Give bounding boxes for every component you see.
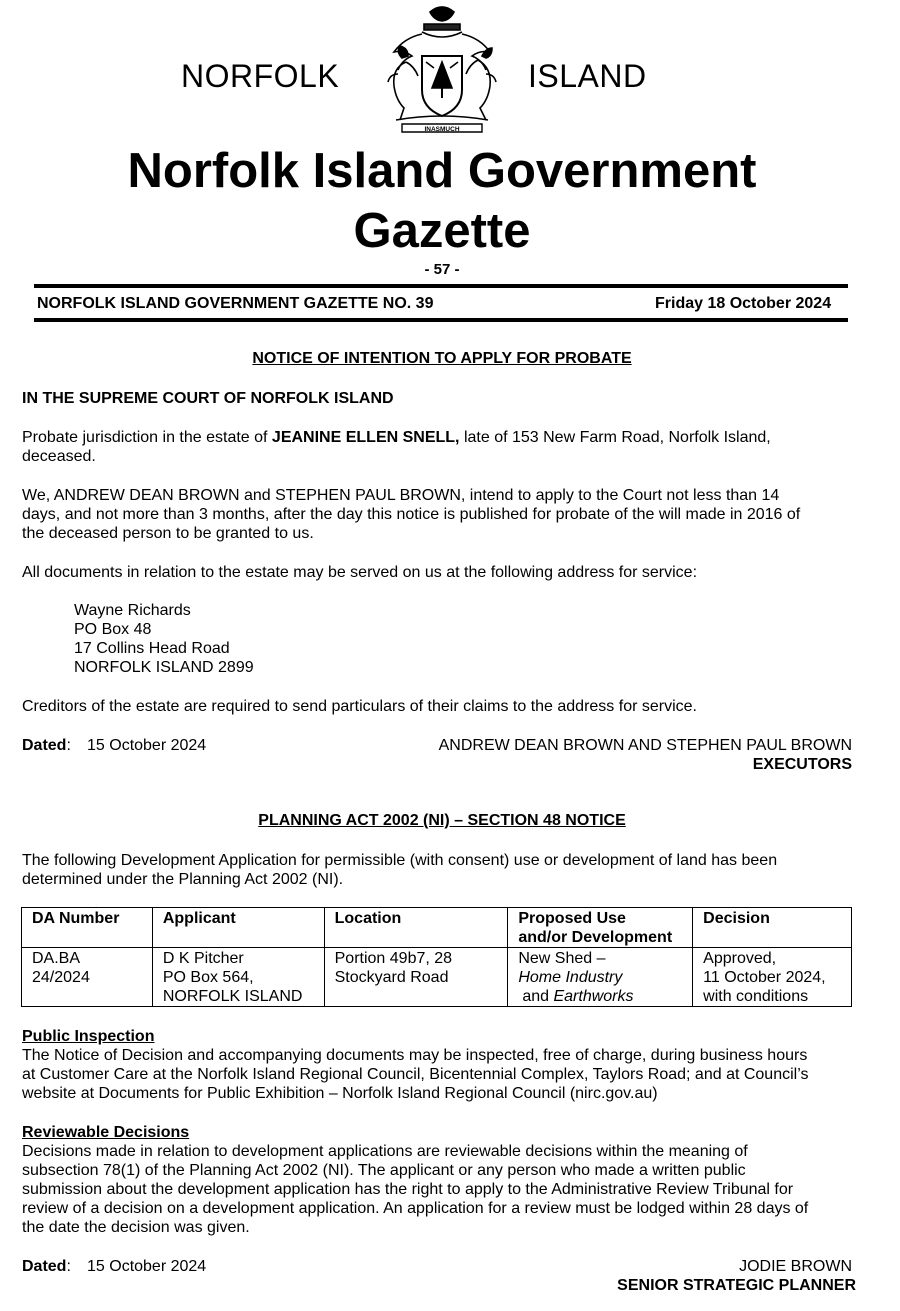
cell-proposed-use bbox=[508, 948, 693, 1007]
planning-dated-value: 15 October 2024 bbox=[87, 1258, 207, 1275]
dated-label: Dated bbox=[22, 737, 67, 754]
gazette-date: Friday 18 October 2024 bbox=[655, 295, 832, 312]
address-line: Wayne Richards bbox=[74, 602, 191, 619]
probate-para2-line2: days, and not more than 3 months, after the day this notice is published for probate of the will made in 2016 of bbox=[22, 506, 801, 523]
cell-location bbox=[324, 948, 508, 1007]
cell-line: DA.BA bbox=[32, 950, 81, 967]
planning-intro-line1: The following Development Application for permissible (with consent) use or development of land has been bbox=[22, 852, 778, 869]
reviewable-line: submission about the development application has the right to apply to the Administrative Review Tribunal for bbox=[22, 1181, 794, 1198]
crest-motto: INASMUCH bbox=[424, 126, 460, 133]
public-inspection-line: at Customer Care at the Norfolk Island Regional Council, Bicentennial Complex, Taylors Road; and at Council’s bbox=[22, 1066, 809, 1083]
cell-line: PO Box 564, bbox=[162, 969, 254, 986]
public-inspection-line: website at Documents for Public Exhibition – Norfolk Island Regional Council (nirc.gov.au) bbox=[22, 1085, 658, 1102]
dated-colon: : bbox=[66, 1258, 71, 1275]
development-application-table bbox=[21, 907, 852, 1007]
probate-heading: NOTICE OF INTENTION TO APPLY FOR PROBATE bbox=[252, 350, 632, 367]
probate-dated-value: 15 October 2024 bbox=[87, 737, 207, 754]
probate-para3: All documents in relation to the estate may be served on us at the following address for service: bbox=[22, 564, 698, 581]
dated-colon: : bbox=[66, 737, 71, 754]
cell-line: Approved, bbox=[703, 950, 777, 967]
cell-line: Portion 49b7, 28 bbox=[334, 950, 453, 967]
header-proposed-use-l1: Proposed Use bbox=[518, 910, 626, 927]
header-decision: Decision bbox=[693, 908, 852, 948]
gazette-title-line1: Norfolk Island Government bbox=[127, 144, 757, 198]
cell-decision bbox=[693, 948, 852, 1007]
probate-para1-post: late of 153 New Farm Road, Norfolk Island, bbox=[459, 429, 771, 446]
address-line: 17 Collins Head Road bbox=[74, 640, 230, 657]
cell-line: D K Pitcher bbox=[162, 950, 244, 967]
gazette-title-line2: Gazette bbox=[353, 204, 531, 258]
header-proposed-use-l2: and/or Development bbox=[518, 929, 673, 946]
probate-para1-line1 bbox=[22, 428, 771, 447]
table-header-row bbox=[22, 908, 852, 948]
cell-line: Stockyard Road bbox=[334, 969, 449, 986]
cell-line: with conditions bbox=[703, 988, 809, 1005]
planning-heading: PLANNING ACT 2002 (NI) – SECTION 48 NOTICE bbox=[258, 812, 626, 829]
cell-line bbox=[518, 987, 682, 1006]
table-row bbox=[22, 948, 852, 1007]
header-da-number: DA Number bbox=[22, 908, 153, 948]
probate-para2-line1: We, ANDREW DEAN BROWN and STEPHEN PAUL BROWN, intend to apply to the Court not less than 14 bbox=[22, 487, 780, 504]
court-heading: IN THE SUPREME COURT OF NORFOLK ISLAND bbox=[22, 390, 394, 407]
probate-para1-pre: Probate jurisdiction in the estate of bbox=[22, 429, 272, 446]
masthead-left-word: NORFOLK bbox=[181, 58, 340, 94]
bottom-rule bbox=[34, 318, 848, 322]
probate-para2-line3: the deceased person to be granted to us. bbox=[22, 525, 314, 542]
probate-para4: Creditors of the estate are required to send particulars of their claims to the address for service. bbox=[22, 698, 697, 715]
probate-signatory-role: EXECUTORS bbox=[752, 756, 852, 773]
reviewable-line: Decisions made in relation to development applications are reviewable decisions within the meaning of bbox=[22, 1143, 748, 1160]
header-location: Location bbox=[324, 908, 508, 948]
address-line: NORFOLK ISLAND 2899 bbox=[74, 659, 254, 676]
cell-earthworks: Earthworks bbox=[553, 988, 634, 1005]
planning-intro-line2: determined under the Planning Act 2002 (NI). bbox=[22, 871, 344, 888]
public-inspection-heading: Public Inspection bbox=[22, 1028, 155, 1045]
masthead-right-word: ISLAND bbox=[528, 58, 647, 94]
cell-applicant bbox=[152, 948, 324, 1007]
cell-line-italic: Home Industry bbox=[518, 969, 623, 986]
gazette-number: NORFOLK ISLAND GOVERNMENT GAZETTE NO. 39 bbox=[37, 295, 434, 312]
cell-line: 24/2024 bbox=[32, 969, 90, 986]
planning-dated bbox=[22, 1257, 71, 1276]
planning-signatory-role: SENIOR STRATEGIC PLANNER bbox=[617, 1277, 856, 1294]
planning-signatory: JODIE BROWN bbox=[739, 1258, 852, 1275]
address-line: PO Box 48 bbox=[74, 621, 152, 638]
cell-da-number bbox=[22, 948, 153, 1007]
probate-dated bbox=[22, 736, 71, 755]
reviewable-line: the date the decision was given. bbox=[22, 1219, 250, 1236]
norfolk-island-coat-of-arms-crest bbox=[372, 2, 512, 136]
header-proposed-use bbox=[508, 908, 693, 948]
probate-para1-line2: deceased. bbox=[22, 448, 96, 465]
page-number: - 57 - bbox=[424, 261, 460, 278]
cell-line: 11 October 2024, bbox=[703, 969, 826, 986]
probate-signatory: ANDREW DEAN BROWN AND STEPHEN PAUL BROWN bbox=[438, 737, 852, 754]
dated-label: Dated bbox=[22, 1258, 67, 1275]
header-applicant: Applicant bbox=[152, 908, 324, 948]
cell-line: New Shed – bbox=[518, 950, 606, 967]
cell-and: and bbox=[522, 988, 554, 1005]
cell-line: NORFOLK ISLAND bbox=[162, 988, 303, 1005]
top-rule bbox=[34, 284, 848, 288]
reviewable-decisions-heading: Reviewable Decisions bbox=[22, 1124, 190, 1141]
public-inspection-line: The Notice of Decision and accompanying documents may be inspected, free of charge, during business hours bbox=[22, 1047, 808, 1064]
reviewable-line: subsection 78(1) of the Planning Act 2002 (NI). The applicant or any person who made a written public bbox=[22, 1162, 746, 1179]
reviewable-line: review of a decision on a development application. An application for a review must be lodged within 28 days of bbox=[22, 1200, 809, 1217]
deceased-name: JEANINE ELLEN SNELL, bbox=[271, 429, 460, 446]
